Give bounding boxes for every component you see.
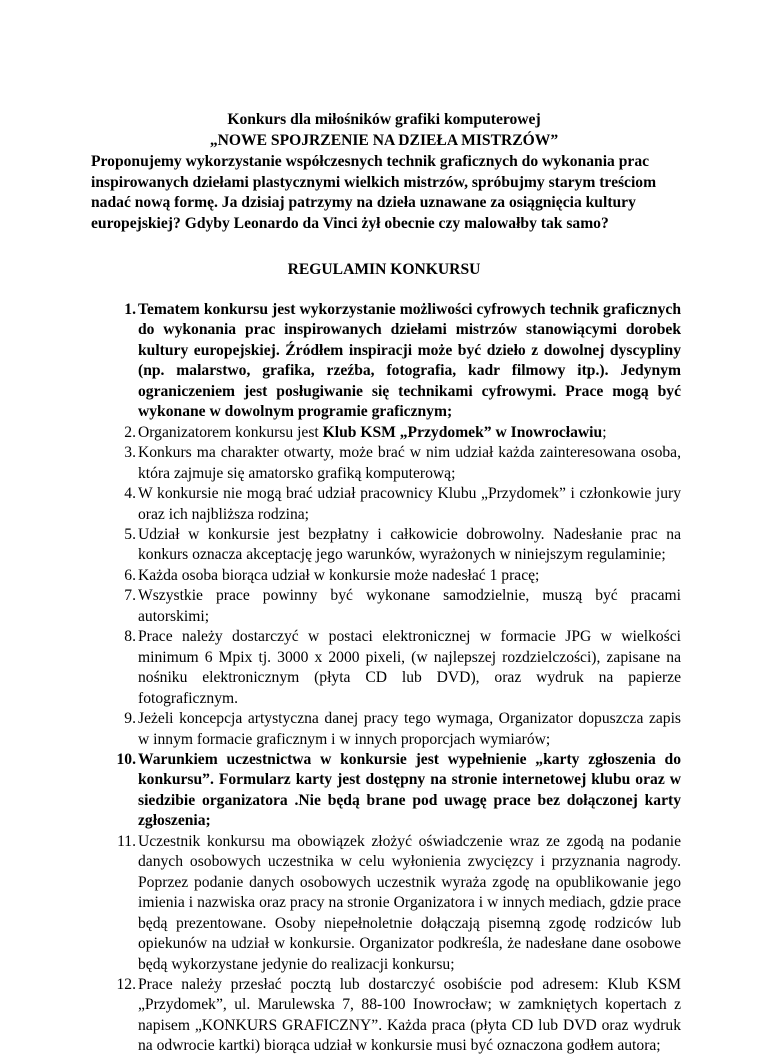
rule-number: 3. <box>124 444 136 462</box>
rule-text: Prace należy przesłać pocztą lub dostarczyć osobiście pod adresem: Klub KSM „Przydomek”, ul. Marulewska 7, 88-100 Inowrocław; w zamkniętych kopertach z napisem „KONKURS GRAFICZNY”. Każda praca (płyta CD lub DVD oraz wydruk na odwrocie kartki) biorąca udział w konkursie musi być oznaczona godłem autora; <box>138 975 681 1055</box>
rule-text: Wszystkie prace powinny być wykonane samodzielnie, muszą być pracami autorskimi; <box>138 587 681 625</box>
rule-text: Organizatorem konkursu jest <box>138 423 323 441</box>
header-subtitle: „NOWE SPOJRZENIE NA DZIEŁA MISTRZÓW” <box>209 132 559 149</box>
rule-item-6 <box>91 566 681 586</box>
rule-item-7 <box>91 586 681 627</box>
rule-text-end: ; <box>602 423 607 441</box>
organizer-name: Klub KSM „Przydomek” w Inowrocławiu <box>322 423 603 441</box>
rule-number: 5. <box>124 525 136 543</box>
rule-text: Jeżeli koncepcja artystyczna danej pracy tego wymaga, Organizator dopuszcza zapis w innym formacie graficznym i w innych proporcjach wymiarów; <box>138 710 681 748</box>
rule-number: 12. <box>116 975 136 993</box>
rule-text: Uczestnik konkursu ma obowiązek złożyć oświadczenie wraz ze zgodą na podanie danych osobowych uczestnika w celu wyłonienia zwycięzcy i przyznania nagrody. Poprzez podanie danych osobowych uczestnik wyraża zgodę na opublikowanie jego imienia i nazwiska oraz pracy na stronie Organizatora i w innych mediach, gdzie prace będą prezentowane. Osoby niepełnoletnie dołączają pisemną zgodę rodziców lub opiekunów na udział w konkursie. Organizator podkreśla, że nadesłane dane osobowe będą wykorzystane jedynie do realizacji konkursu; <box>138 832 681 973</box>
rule-number: 7. <box>124 587 136 605</box>
rule-text: Konkurs ma charakter otwarty, może brać w nim udział każda zainteresowana osoba, która zajmuje się amatorsko grafiką komputerową; <box>138 444 681 482</box>
rule-item-4 <box>91 484 681 525</box>
rule-text: Tematem konkursu jest wykorzystanie możliwości cyfrowych technik graficznych do wykonania prac inspirowanych dziełami mistrzów stanowiącymi dorobek kultury europejskiej. Źródłem inspiracji może być dzieło z dowolnej dyscypliny (np. malarstwo, grafika, rzeźba, fotografia, kadr filmowy itp.). Jedynym ograniczeniem jest posługiwanie się technikami cyfrowymi. Prace mogą być wykonane w dowolnym programie graficznym; <box>138 301 681 421</box>
rule-number: 11. <box>117 832 136 850</box>
rule-item-10 <box>91 750 681 832</box>
rule-item-11 <box>91 832 681 975</box>
rule-number: 6. <box>124 566 136 584</box>
rule-number: 2. <box>124 423 136 441</box>
rule-item-8 <box>91 627 681 709</box>
rule-item-12 <box>91 975 681 1057</box>
rule-text: W konkursie nie mogą brać udział pracownicy Klubu „Przydomek” i członkowie jury oraz ich najbliższa rodzina; <box>138 485 681 523</box>
regulations-title: REGULAMIN KONKURSU <box>287 261 481 278</box>
document-header <box>0 109 768 151</box>
rule-number: 8. <box>124 628 136 646</box>
rule-number: 1. <box>124 301 136 318</box>
rule-text: Udział w konkursie jest bezpłatny i całkowicie dobrowolny. Nadesłanie prac na konkurs oznacza akceptację jego warunków, wyrażonych w niniejszym regulaminie; <box>138 525 681 564</box>
header-title: Konkurs dla miłośników grafiki komputerowej <box>227 111 541 128</box>
rule-item-9 <box>91 709 681 750</box>
rule-number: 10. <box>116 750 136 768</box>
rules-list <box>91 300 681 1057</box>
rule-item-3 <box>91 443 681 484</box>
rule-text: Prace należy dostarczyć w postaci elektronicznej w formacie JPG w wielkości minimum 6 Mpix tj. 3000 x 2000 pixeli, (w najlepszej rozdzielczości), zapisane na nośniku elektronicznym (płyta CD lub DVD), oraz wydruk na papierze fotograficznym. <box>138 628 681 707</box>
rule-number: 9. <box>124 710 136 728</box>
rule-text: Warunkiem uczestnictwa w konkursie jest wypełnienie „karty zgłoszenia do konkursu”. Formularz karty jest dostępny na stronie internetowej klubu oraz w siedzibie organizatora .Nie będą brane pod uwagę prace bez dołączonej karty zgłoszenia; <box>138 750 681 830</box>
rule-item-5 <box>91 525 681 566</box>
rule-text: Każda osoba biorąca udział w konkursie może nadesłać 1 pracę; <box>138 566 540 584</box>
rule-number: 4. <box>124 485 136 503</box>
rule-item-1 <box>91 300 681 423</box>
intro-paragraph: Proponujemy wykorzystanie współczesnych technik graficznych do wykonania prac inspirowanych dziełami plastycznymi wielkich mistrzów, spróbujmy starym treściom nadać nową formę. Ja dzisiaj patrzymy na dzieła uznawane za osiągnięcia kultury europejskiej? Gdyby Leonardo da Vinci żył obecnie czy malowałby tak samo? <box>91 153 657 232</box>
rule-item-2 <box>91 423 681 443</box>
